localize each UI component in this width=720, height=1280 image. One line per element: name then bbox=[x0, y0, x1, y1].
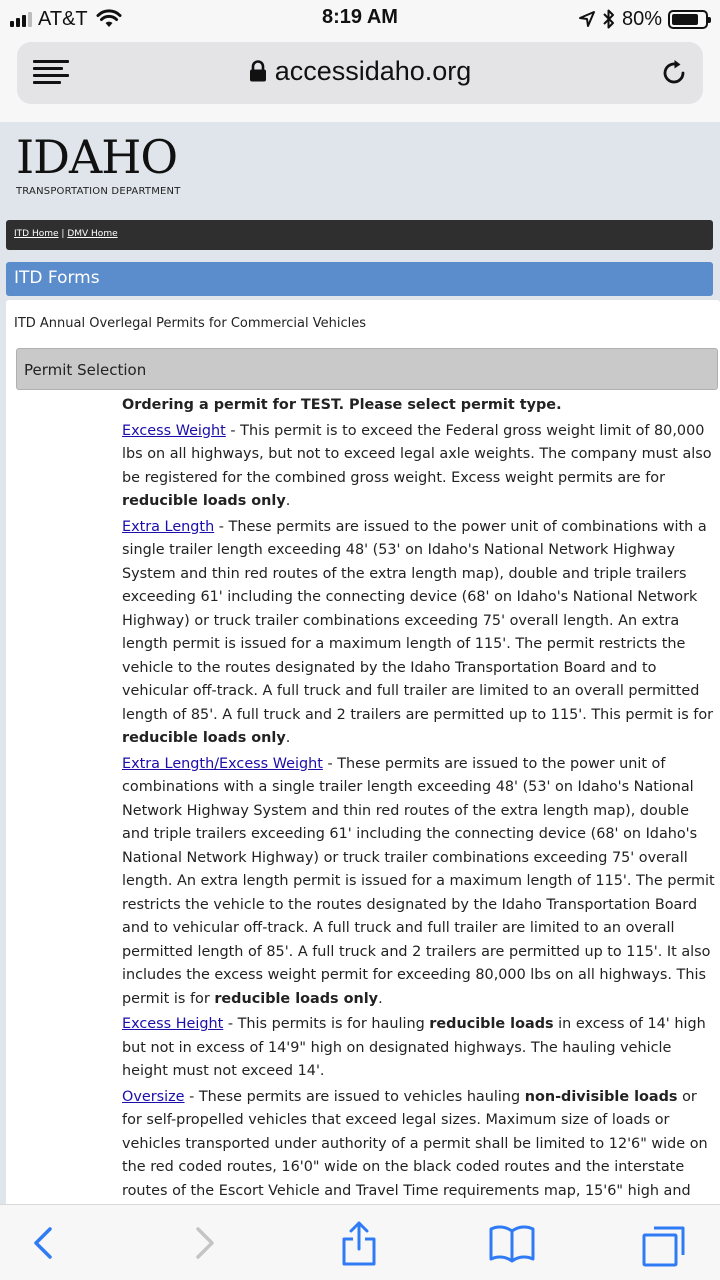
excess-weight-link[interactable]: Excess Weight bbox=[122, 422, 226, 439]
share-icon[interactable] bbox=[335, 1219, 383, 1267]
excess-height-link[interactable]: Excess Height bbox=[122, 1016, 224, 1032]
clock: 8:19 AM bbox=[322, 6, 398, 28]
intro-text: Ordering a permit for TEST. Please select permit type. bbox=[122, 397, 562, 413]
extra-length-link[interactable]: Extra Length bbox=[122, 518, 215, 535]
battery-icon bbox=[668, 10, 708, 29]
nav-link-itd-home[interactable]: ITD Home bbox=[14, 229, 59, 239]
permit-item-oversize: Oversize - These permits are issued to vehicles hauling non-divisible loads or for self-propelled vehicles that exceed legal sizes. Maximum size of loads or vehicles transported under authority of a permit shall be limited to 12'6" wide on the red coded routes, 16'0" wide on the black coded routes and the interstate routes of the Escort Vehicle and Travel Time requirements map, 15'6" high and bbox=[122, 1088, 708, 1199]
web-page bbox=[0, 122, 720, 1204]
url-display[interactable] bbox=[17, 56, 703, 87]
permit-item-excess-height: Excess Height - This permits is for hauling reducible loads in excess of 14' high but not in excess of 14'9" high on designated highways. The hauling vehicle height must not exceed 14'. bbox=[122, 1016, 706, 1079]
section-title-bar bbox=[6, 262, 713, 296]
status-right-group bbox=[578, 6, 708, 32]
battery-percent: 80% bbox=[621, 7, 662, 30]
tabs-icon[interactable] bbox=[640, 1219, 688, 1267]
oversize-link[interactable]: Oversize bbox=[122, 1088, 185, 1105]
signal-icon bbox=[10, 11, 32, 27]
permit-item-extra-length-excess-weight: Extra Length/Excess Weight - These permits are issued to the power unit of combinations with a single trailer length exceeding 48' (53' on Idaho's National Network Highway System and thin red routes of the extra length map), double and triple trailers exceeding 61' including the connecting device (68' on Idaho's National Network Highway) or truck trailer combinations exceeding 75' overall length. An extra length permit is issued for a maximum length of 115'. The permit restricts the vehicle to the routes designated by the Idaho Transportation Board and to vehicular off-track. A full truck and full trailer are limited to an overall permitted length of 85'. A full truck and 2 trailers are permitted up to 115'. It also includes the excess weight permit for exceeding 80,000 lbs on all highways. This permit is for reducible loads only. bbox=[122, 755, 715, 1007]
section-title: ITD Forms bbox=[14, 268, 100, 288]
forward-icon[interactable] bbox=[180, 1219, 228, 1267]
top-nav-bar bbox=[6, 220, 713, 250]
nav-link-dmv-home[interactable]: DMV Home bbox=[67, 229, 118, 239]
status-bar bbox=[0, 0, 720, 40]
nav-separator: | bbox=[61, 229, 65, 239]
reload-icon[interactable] bbox=[659, 58, 689, 88]
permit-item-extra-length: Extra Length - These permits are issued to the power unit of combinations with a single trailer length exceeding 48' (53' on Idaho's National Network Highway System and thin red routes of the extra length map), double and triple trailers exceeding 61' including the connecting device (68' on Idaho's National Network Highway) or truck trailer combinations exceeding 75' overall length. An extra length permit is issued for a maximum length of 115'. The permit restricts the vehicle to the routes designated by the Idaho Transportation Board and to vehicular off-track. A full truck and full trailer are limited to an overall permitted length of 85'. A full truck and 2 trailers are permitted up to 115'. This permit is for reducible loads only. bbox=[122, 518, 714, 746]
permit-selection-header: Permit Selection bbox=[16, 348, 718, 390]
browser-toolbar bbox=[0, 1204, 720, 1280]
back-icon[interactable] bbox=[20, 1219, 68, 1267]
bluetooth-icon bbox=[602, 8, 616, 30]
carrier-name: AT&T bbox=[38, 7, 88, 30]
bookmarks-icon[interactable] bbox=[488, 1219, 536, 1267]
carrier-group bbox=[10, 6, 122, 32]
page-heading: ITD Annual Overlegal Permits for Commercial Vehicles bbox=[14, 316, 367, 331]
permit-item-excess-weight: Excess Weight - This permit is to exceed the Federal gross weight limit of 80,000 lbs on all highways, but not to exceed legal axle weights. The company must also be registered for the combined gross weight. Excess weight permits are for reducible loads only. bbox=[122, 422, 712, 509]
lock-icon bbox=[249, 60, 267, 82]
address-bar[interactable] bbox=[17, 42, 703, 104]
wifi-icon bbox=[96, 9, 122, 29]
permit-list bbox=[122, 394, 716, 1229]
itd-logo[interactable] bbox=[16, 130, 181, 197]
logo-subtitle: TRANSPORTATION DEPARTMENT bbox=[16, 186, 181, 197]
content-panel bbox=[6, 300, 720, 1210]
location-arrow-icon bbox=[578, 10, 596, 28]
extra-length-excess-weight-link[interactable]: Extra Length/Excess Weight bbox=[122, 755, 323, 772]
url-text: accessidaho.org bbox=[274, 56, 472, 86]
logo-word: IDAHO bbox=[16, 130, 178, 184]
browser-top-bar bbox=[0, 40, 720, 122]
